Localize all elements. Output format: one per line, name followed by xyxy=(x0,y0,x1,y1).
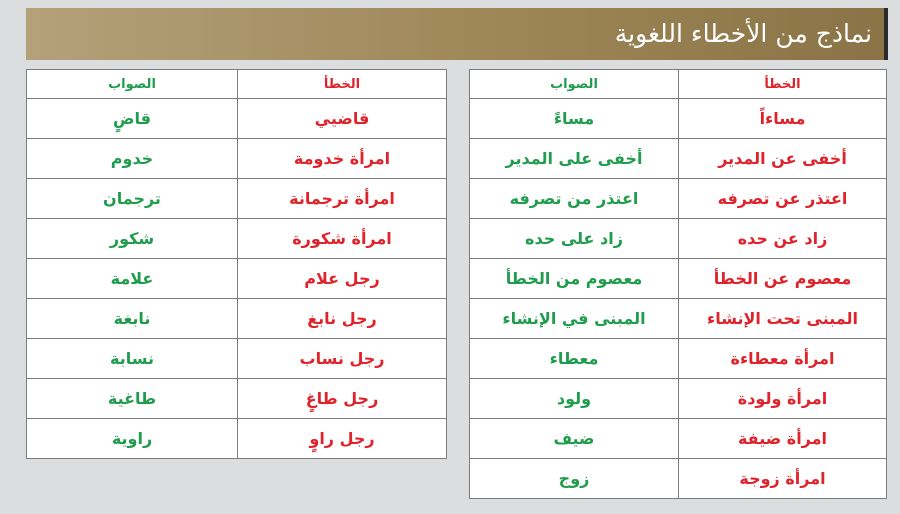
wrong-usage-cell: مساءاً xyxy=(679,99,887,139)
wrong-usage-cell: زاد عن حده xyxy=(679,219,887,259)
table-row xyxy=(470,339,887,379)
header-wrong: الخطأ xyxy=(238,70,447,99)
correct-usage-cell: خدوم xyxy=(27,139,238,179)
table-row xyxy=(470,379,887,419)
errors-table-right xyxy=(469,69,887,499)
wrong-usage-cell: رجل علام xyxy=(238,259,447,299)
table-row xyxy=(27,99,447,139)
wrong-usage-cell: امرأة ولودة xyxy=(679,379,887,419)
wrong-usage-cell: امرأة زوجة xyxy=(679,459,887,499)
table-row xyxy=(470,459,887,499)
wrong-usage-cell: رجل راوٍ xyxy=(238,419,447,459)
table-row xyxy=(27,139,447,179)
correct-usage-cell: علامة xyxy=(27,259,238,299)
wrong-usage-cell: امرأة خدومة xyxy=(238,139,447,179)
wrong-usage-cell: امرأة شكورة xyxy=(238,219,447,259)
table-header-row xyxy=(470,70,887,99)
wrong-usage-cell: رجل نابغ xyxy=(238,299,447,339)
header-correct: الصواب xyxy=(470,70,679,99)
correct-usage-cell: زوج xyxy=(470,459,679,499)
table-row xyxy=(470,99,887,139)
table-header-row xyxy=(27,70,447,99)
wrong-usage-cell: امرأة ترجمانة xyxy=(238,179,447,219)
table-row xyxy=(470,179,887,219)
table-row xyxy=(470,259,887,299)
wrong-usage-cell: المبنى تحت الإنشاء xyxy=(679,299,887,339)
correct-usage-cell: ضيف xyxy=(470,419,679,459)
wrong-usage-cell: رجل نساب xyxy=(238,339,447,379)
correct-usage-cell: نسابة xyxy=(27,339,238,379)
correct-usage-cell: راوية xyxy=(27,419,238,459)
table-row xyxy=(27,179,447,219)
correct-usage-cell: ولود xyxy=(470,379,679,419)
correct-usage-cell: قاضٍ xyxy=(27,99,238,139)
page-title: نماذج من الأخطاء اللغوية xyxy=(614,19,872,48)
wrong-usage-cell: اعتذر عن تصرفه xyxy=(679,179,887,219)
wrong-usage-cell: امرأة معطاءة xyxy=(679,339,887,379)
correct-usage-cell: زاد على حده xyxy=(470,219,679,259)
table-row xyxy=(27,259,447,299)
header-correct: الصواب xyxy=(27,70,238,99)
table-row xyxy=(27,419,447,459)
errors-table-left xyxy=(26,69,447,459)
correct-usage-cell: مساءً xyxy=(470,99,679,139)
table-row xyxy=(470,139,887,179)
correct-usage-cell: معصوم من الخطأ xyxy=(470,259,679,299)
table-row xyxy=(27,219,447,259)
wrong-usage-cell: معصوم عن الخطأ xyxy=(679,259,887,299)
header-wrong: الخطأ xyxy=(679,70,887,99)
title-banner xyxy=(26,8,888,60)
correct-usage-cell: شكور xyxy=(27,219,238,259)
correct-usage-cell: أخفى على المدير xyxy=(470,139,679,179)
table-row xyxy=(470,219,887,259)
correct-usage-cell: نابغة xyxy=(27,299,238,339)
correct-usage-cell: المبنى في الإنشاء xyxy=(470,299,679,339)
table-row xyxy=(27,339,447,379)
table-row xyxy=(470,299,887,339)
wrong-usage-cell: امرأة ضيفة xyxy=(679,419,887,459)
wrong-usage-cell: أخفى عن المدير xyxy=(679,139,887,179)
wrong-usage-cell: قاضيي xyxy=(238,99,447,139)
table-row xyxy=(470,419,887,459)
wrong-usage-cell: رجل طاغٍ xyxy=(238,379,447,419)
correct-usage-cell: طاغية xyxy=(27,379,238,419)
correct-usage-cell: اعتذر من تصرفه xyxy=(470,179,679,219)
table-row xyxy=(27,379,447,419)
table-row xyxy=(27,299,447,339)
correct-usage-cell: معطاء xyxy=(470,339,679,379)
correct-usage-cell: ترجمان xyxy=(27,179,238,219)
